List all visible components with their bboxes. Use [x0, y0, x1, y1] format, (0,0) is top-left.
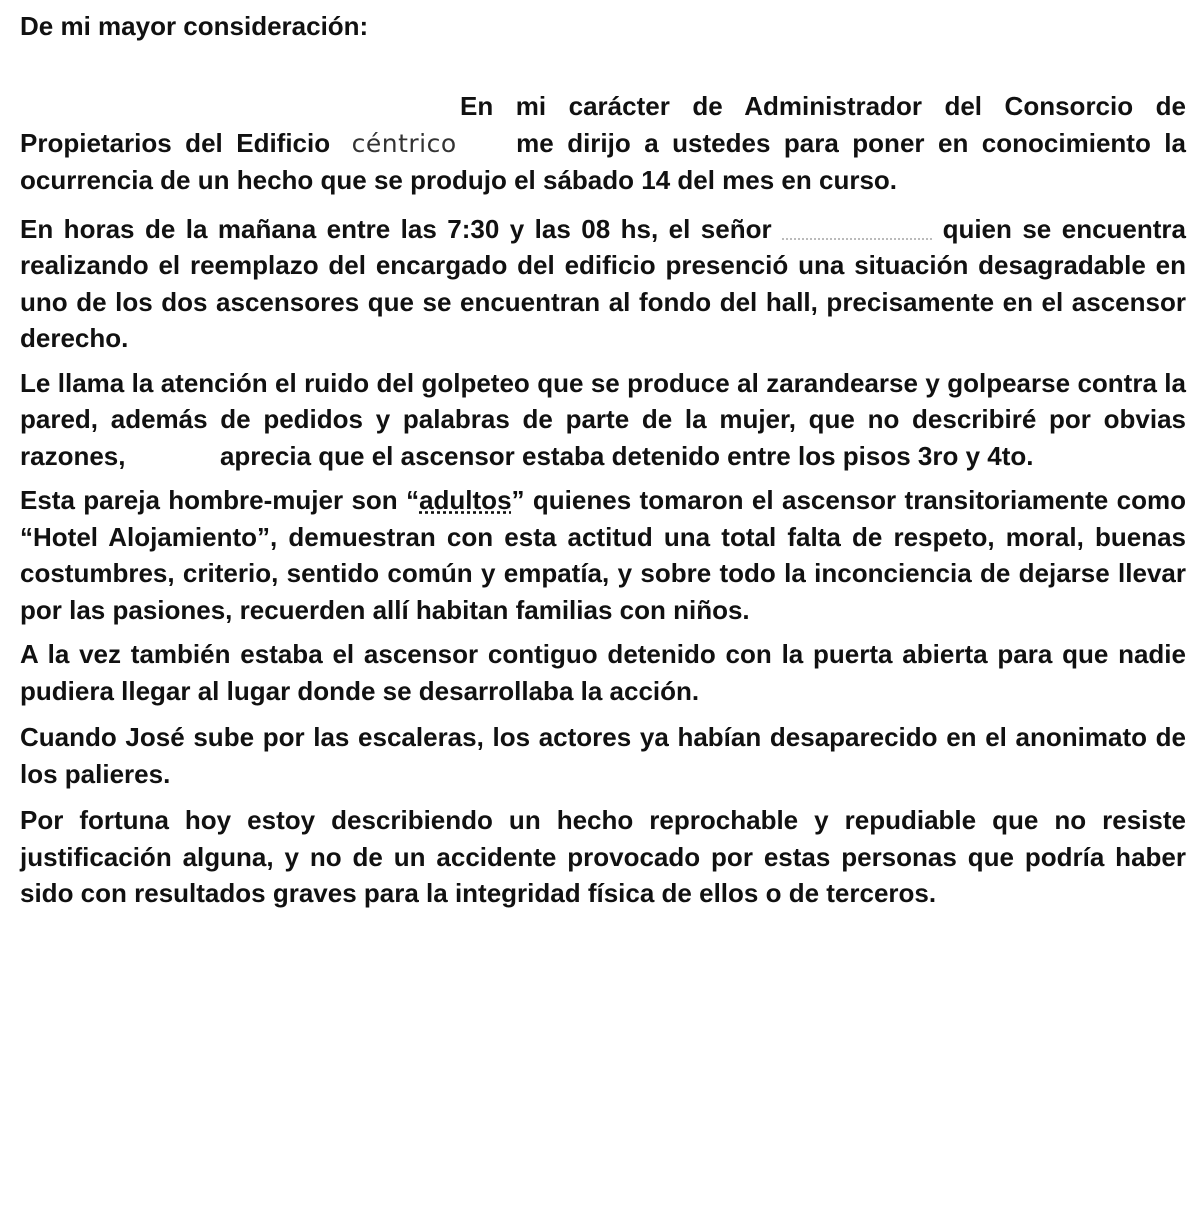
emphasized-word: adultos — [419, 485, 512, 515]
couple-text-before: Esta pareja hombre-mujer son “ — [20, 485, 420, 515]
witness-text-before: En horas de la mañana entre las 7:30 y las 08 hs, el señor — [20, 213, 772, 244]
paragraph-couple — [20, 482, 1186, 628]
paragraph-witness — [20, 211, 1186, 357]
intro-text-after: me dirijo a ustedes para poner en conocimiento la ocurrencia de un hecho que se produjo el sábado 14 del mes en curso. — [20, 127, 1186, 195]
paragraph-conclusion: Por fortuna hoy estoy describiendo un hecho reprochable y repudiable que no resiste justificación alguna, y no de un accidente provocado por estas personas que podría haber sido con resultados graves para la integridad física de ellos o de terceros. — [20, 805, 1186, 908]
witness-text-after: quien se encuentra realizando el reemplazo del encargado del edificio presenció una situación desagradable en uno de los dos ascensores que se encuentran al fondo del hall, precisamente en el ascensor derecho. — [20, 213, 1186, 353]
paragraph-noise — [20, 365, 1186, 475]
redacted-name-2 — [133, 450, 213, 466]
noise-text-after: aprecia que el ascensor estaba detenido entre los pisos 3ro y 4to. — [219, 440, 1034, 471]
salutation: De mi mayor consideración: — [20, 11, 369, 41]
handwritten-building-name: céntrico — [351, 128, 457, 158]
intro-text-before: En mi carácter de Administrador del Consorcio de Propietarios del Edificio — [20, 91, 1186, 158]
redacted-name — [782, 222, 932, 240]
paragraph-intro — [20, 88, 1186, 199]
couple-text-after: ” quienes tomaron el ascensor transitoriamente como “Hotel Alojamiento”, demuestran con esta actitud una total falta de respeto, moral, buenas costumbres, criterio, sentido común y empatía, y sobre todo la inconciencia de dejarse llevar por las pasiones, recuerden allí habitan familias con niños. — [20, 485, 1186, 625]
paragraph-stairs: Cuando José sube por las escaleras, los actores ya habían desaparecido en el anonimato de los palieres. — [20, 722, 1186, 789]
noise-text-before: Le llama la atención el ruido del golpeteo que se produce al zarandearse y golpearse contra la pared, además de pedidos y palabras de parte de la mujer, que no describiré por obvias razones, — [20, 367, 1186, 471]
paragraph-adjacent-elevator: A la vez también estaba el ascensor contiguo detenido con la puerta abierta para que nadie pudiera llegar al lugar donde se desarrollaba la acción. — [20, 639, 1186, 706]
